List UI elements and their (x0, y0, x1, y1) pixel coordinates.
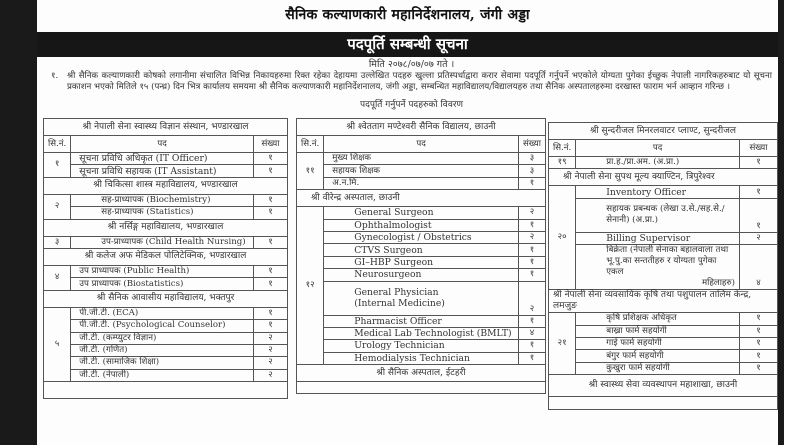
section-title: श्री श्वेतताग मण्टेश्वरी सैनिक विद्यालय, छाउनी (297, 119, 546, 136)
serial-number: २० (549, 186, 576, 290)
post-count: ४ (740, 245, 778, 290)
post-count: १ (518, 244, 545, 256)
table-row (44, 307, 288, 319)
table-row (297, 244, 546, 256)
post-name: सह-प्राध्यापक (Statistics) (71, 207, 254, 219)
header-sn: सि.नं. (44, 136, 71, 153)
table-row (549, 350, 778, 362)
post-count: १ (740, 337, 778, 349)
post-name: कुखुरा फार्म सहयोगी (576, 362, 740, 374)
post-count: १ (518, 315, 545, 327)
post-count: १ (740, 325, 778, 337)
org-title: सैनिक कल्याणकारी महानिर्देशनालय, जंगी अड्डा (285, 7, 530, 23)
table-row (44, 236, 288, 248)
table-row (44, 344, 288, 356)
post-count: १ (518, 219, 545, 231)
post-name: जी.टी. (कम्प्युटर विज्ञान) (71, 332, 254, 344)
notice-page (37, 0, 778, 445)
table-row (297, 281, 546, 315)
post-count: १ (740, 350, 778, 362)
table-row (549, 325, 778, 337)
post-count: १ (740, 186, 778, 198)
post-name: मुख्य शिक्षक (324, 153, 519, 165)
header-count: संख्या (518, 136, 545, 153)
table-row (549, 245, 778, 290)
serial-number: ११ (297, 153, 324, 190)
post-count: १ (254, 320, 288, 332)
table-row (549, 313, 778, 325)
post-name: GI–HBP Surgeon (324, 256, 519, 268)
post-count: १ (518, 256, 545, 268)
post-name: सहायक शिक्षक (324, 165, 519, 177)
serial-number: २१ (549, 313, 576, 375)
serial-number: १ (44, 153, 71, 178)
post-name: सूचना प्रविधि अधिकृत (IT Officer) (71, 153, 254, 165)
table-row (44, 165, 288, 177)
post-name-line1: General Physician (354, 287, 439, 299)
post-count: १ (518, 352, 545, 364)
post-count: १ (254, 265, 288, 277)
section-title: श्री चिकित्सा शास्त्र महाविद्यालय, भण्डारखाल (44, 177, 288, 194)
notice-paragraph (51, 71, 772, 93)
post-name: Pharmacist Officer (324, 315, 519, 327)
vacancy-table-col3 (548, 122, 778, 410)
serial-number: ५ (44, 307, 71, 381)
post-count: १ (518, 340, 545, 352)
section-title: श्री सुन्दरीजल मिनरलवाटर प्लाण्ट, सुन्दरीजल (549, 123, 778, 140)
post-count: २ (518, 231, 545, 243)
post-name: प्रा.ह./प्रा.अम. (अ.प्रा.) (576, 157, 740, 169)
post-count: ३ (518, 153, 545, 165)
table-row (297, 256, 546, 268)
post-count: २ (254, 369, 288, 381)
post-name: CTVS Surgeon (324, 244, 519, 256)
post-name: उप प्राध्यापक (Public Health) (71, 265, 254, 277)
header-count: संख्या (254, 136, 288, 153)
post-name: Ophthalmologist (324, 219, 519, 231)
section-title: श्री सैनिक अस्पताल, ईटहरी (297, 365, 546, 382)
post-name: पी.जी.टी. (ECA) (71, 307, 254, 319)
post-name: Inventory Officer (576, 186, 740, 198)
header-post: पद (576, 140, 740, 157)
details-heading: पदपूर्ति गर्नुपर्ने पदहरुको विवरण (359, 100, 464, 110)
serial-number: १९ (549, 157, 576, 169)
table-row (549, 232, 778, 244)
table-row (44, 320, 288, 332)
section-title: श्री नर्सिङ्ग महाविद्यालय, भण्डारखाल (44, 219, 288, 236)
post-count: २ (254, 344, 288, 356)
post-name: जी.टी. (नेपाली) (71, 369, 254, 381)
table-row (44, 357, 288, 369)
post-count: १ (518, 177, 545, 189)
post-name: Billing Supervisor (576, 232, 740, 244)
serial-number: ३ (44, 236, 71, 248)
post-name: सूचना प्रविधि सहायक (IT Assistant) (71, 165, 254, 177)
table-row (549, 362, 778, 374)
post-name-line1: सहायक प्रबन्धक (लेखा उ.से./सह.से./ (606, 204, 725, 215)
cutoff-row (297, 382, 546, 394)
table-row (297, 207, 546, 219)
serial-number: ४ (44, 265, 71, 290)
post-count: १ (254, 165, 288, 177)
post-count: १ (254, 236, 288, 248)
post-name (576, 245, 740, 290)
table-row (297, 165, 546, 177)
table-row (549, 198, 778, 232)
post-name: बंगुर फार्म सहयोगी (576, 350, 740, 362)
post-name: गाई फार्म सहयोगी (576, 337, 740, 349)
table-row (44, 332, 288, 344)
vacancy-table-col1 (43, 118, 288, 399)
section-title: श्री वीरेन्द्र अस्पताल, छाउनी (297, 190, 546, 207)
post-count: २ (254, 332, 288, 344)
paragraph-text: श्री सैनिक कल्याणकारी कोषको लगानीमा संचालित विभिन्न निकायहरुमा रिक्त रहेका देहायमा उल्लेखित पदहरु खुल्ला प्रतिस्पर्धाद्वारा करार सेवामा पदपूर्ति गर्नुपर्ने भएकोले योग्यता पुगेका ईच्छुक नेपाली नागरिकहरुबाट यो सूचना प्रकाशन भएको मितिले १५ (पन्ध्र) दिन भित्र कार्यालय समयमा श्री सैनिक कल्याणकारी महानिर्देशनालय, जंगी अड्डा, सम्बन्धित महाविद्यालय/विद्यालयहरु तथा सैनिक अस्पतालहरुमा दरखास्त फाराम भर्न आव्हान गरिन्छ । (67, 71, 772, 92)
table-row (297, 177, 546, 189)
section-title: श्री सैनिक आवासीय महाविद्यालय, भक्तपुर (44, 290, 288, 307)
header-sn: सि.नं. (297, 136, 324, 153)
cutoff-row (549, 397, 778, 409)
post-count: १ (254, 153, 288, 165)
section-title-cutoff (44, 382, 288, 399)
post-name-line2: भू.पु.का सन्ततीहरु र योग्यता पुगेका एकल (606, 256, 717, 278)
paragraph-number: १. (51, 71, 59, 81)
section-title: श्री स्वास्थ्य सेवा व्यवस्थापन महाशाखा, छाउनी (549, 375, 778, 397)
section-title: श्री नेपाली सेना सुपथ मूल्य क्याण्टिन, त्रिपुरेश्वर (549, 169, 778, 186)
header-post: पद (324, 136, 519, 153)
post-count: २ (518, 207, 545, 219)
table-row (549, 157, 778, 169)
post-name: कृषि प्रशिक्षक अधिकृत (576, 313, 740, 325)
table-row (297, 219, 546, 231)
post-count: १ (740, 362, 778, 374)
post-count: ४ (518, 327, 545, 339)
post-name: उप प्राध्यापक (Biostatistics) (71, 278, 254, 290)
table-row (44, 194, 288, 206)
table-row (549, 186, 778, 198)
post-count: २ (518, 281, 545, 315)
post-name-line1: बिक्रेता (नेपाली सेनाका बहालवाला तथा (606, 245, 729, 256)
notice-title: पदपूर्ति सम्बन्धी सूचना (37, 32, 778, 57)
section-title: श्री नेपाली सेना स्वास्थ्य विज्ञान संस्थान, भण्डारखाल (44, 119, 288, 136)
post-name-line2: (Internal Medicine) (354, 298, 445, 310)
post-name: जी.टी. (गणित) (71, 344, 254, 356)
post-count: १ (740, 198, 778, 232)
post-count: २ (254, 357, 288, 369)
post-name-line3: महिलाहरु) (701, 278, 735, 289)
header-sn: सि.नं. (549, 140, 576, 157)
table-row (297, 315, 546, 327)
table-row (44, 153, 288, 165)
table-row (44, 369, 288, 381)
date-line: मिति २०७८/०७/०७ गते । (368, 59, 455, 70)
header-count: संख्या (740, 140, 778, 157)
table-row (297, 153, 546, 165)
post-name: पी.जी.टी. (Psychological Counselor) (71, 320, 254, 332)
post-name: अ.न.मि. (324, 177, 519, 189)
post-count: ३ (518, 165, 545, 177)
post-name (576, 198, 740, 232)
serial-number: २ (44, 194, 71, 219)
post-count: १ (740, 157, 778, 169)
post-count: १ (254, 278, 288, 290)
post-name: उप-प्राध्यापक (Child Health Nursing) (71, 236, 254, 248)
post-name: Medical Lab Technologist (BMLT) (324, 327, 519, 339)
table-row (44, 265, 288, 277)
post-count: २ (740, 232, 778, 244)
post-count: १ (254, 207, 288, 219)
table-row (44, 278, 288, 290)
table-row (549, 337, 778, 349)
table-row (297, 340, 546, 352)
vacancy-table-col2 (296, 118, 546, 394)
section-title: श्री कलेज अफ मेडिकल पोलिटेक्निक, भण्डारखाल (44, 248, 288, 265)
post-count: १ (518, 269, 545, 281)
post-count: १ (254, 194, 288, 206)
post-name: Gynecologist / Obstetrics (324, 231, 519, 243)
post-name (324, 281, 519, 315)
post-name: Neurosurgeon (324, 269, 519, 281)
post-name: जी.टी. (सामाजिक शिक्षा) (71, 357, 254, 369)
header-post: पद (71, 136, 254, 153)
page-edge (778, 0, 800, 445)
serial-number: १२ (297, 207, 324, 365)
post-name: General Surgeon (324, 207, 519, 219)
post-name: Hemodialysis Technician (324, 352, 519, 364)
table-row (297, 352, 546, 364)
table-row (44, 207, 288, 219)
table-row (297, 269, 546, 281)
post-count: १ (740, 313, 778, 325)
post-name: Urology Technician (324, 340, 519, 352)
table-row (297, 231, 546, 243)
table-row (297, 327, 546, 339)
post-name: सह-प्राध्यापक (Biochemistry) (71, 194, 254, 206)
post-name: बाख्रा फार्म सहयोगी (576, 325, 740, 337)
post-name-line2: सेनानी) (अ.प्रा.) (606, 215, 659, 226)
section-title: श्री नेपाली सेना व्यवसायिक कृषि तथा पशुपालन तालिम केन्द्र, लमजुङ (549, 290, 778, 313)
post-count: १ (254, 307, 288, 319)
